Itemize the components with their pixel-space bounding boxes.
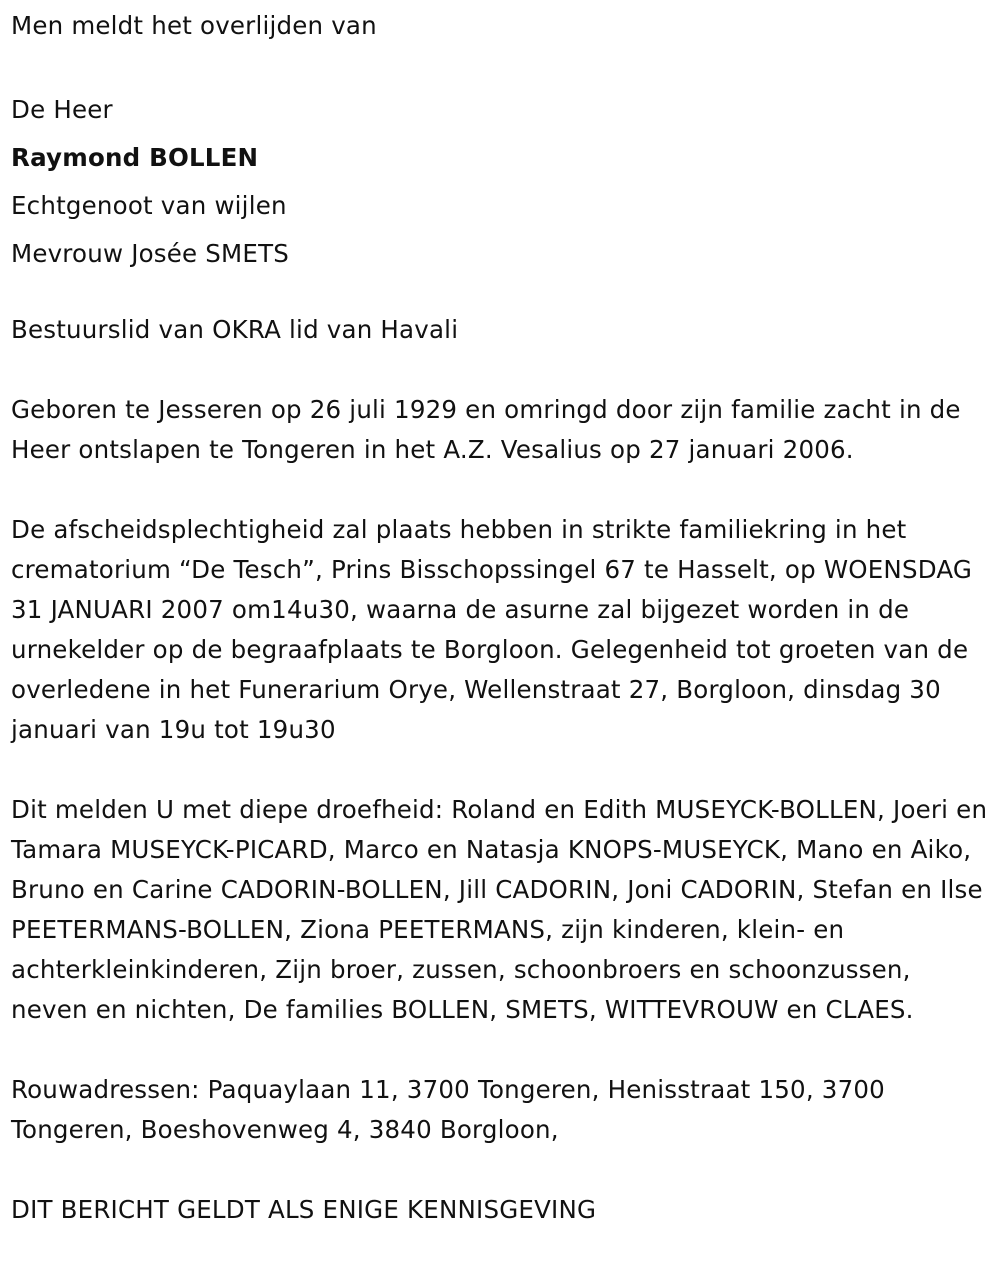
spacer	[11, 46, 991, 86]
intro-line: Men meldt het overlijden van	[11, 11, 377, 40]
closing-line: DIT BERICHT GELDT ALS ENIGE KENNISGEVING	[11, 1195, 597, 1224]
obituary-notice	[11, 6, 991, 1230]
spacer	[11, 1150, 991, 1190]
spacer	[11, 1030, 991, 1070]
spacer	[11, 278, 991, 310]
spacer	[11, 470, 991, 510]
spouse-name: Mevrouw Josée SMETS	[11, 239, 289, 268]
spacer	[11, 750, 991, 790]
relation-line: Echtgenoot van wijlen	[11, 191, 287, 220]
addresses-paragraph: Rouwadressen: Paquaylaan 11, 3700 Tongeren, Henisstraat 150, 3700 Tongeren, Boeshovenweg 4, 3840 Borgloon,	[11, 1075, 885, 1144]
family-paragraph: Dit melden U met diepe droefheid: Roland en Edith MUSEYCK-BOLLEN, Joeri en Tamara MUSEYCK-PICARD, Marco en Natasja KNOPS-MUSEYCK, Mano en Aiko, Bruno en Carine CADORIN-BOLLEN, Jill CADORIN, Joni CADORIN, Stefan en Ilse PEETERMANS-BOLLEN, Ziona PEETERMANS, zijn kinderen, klein- en achterkleinkinderen, Zijn broer, zussen, schoonbroers en schoonzussen, neven en nichten, De families BOLLEN, SMETS, WITTEVROUW en CLAES.	[11, 795, 988, 1024]
spacer	[11, 350, 991, 390]
ceremony-paragraph: De afscheidsplechtigheid zal plaats hebben in strikte familiekring in het crematorium “De Tesch”, Prins Bisschopssingel 67 te Hasselt, op WOENSDAG 31 JANUARI 2007 om14u30, waarna de asurne zal bijgezet worden in de urnekelder op de begraafplaats te Borgloon. Gelegenheid tot groeten van de overledene in het Funerarium Orye, Wellenstraat 27, Borgloon, dinsdag 30 januari van 19u tot 19u30	[11, 515, 973, 744]
deceased-name: Raymond BOLLEN	[11, 143, 259, 172]
honorific: De Heer	[11, 95, 113, 124]
membership-line: Bestuurslid van OKRA lid van Havali	[11, 315, 459, 344]
birth-death-paragraph: Geboren te Jesseren op 26 juli 1929 en omringd door zijn familie zacht in de Heer ontslapen te Tongeren in het A.Z. Vesalius op 27 januari 2006.	[11, 395, 961, 464]
